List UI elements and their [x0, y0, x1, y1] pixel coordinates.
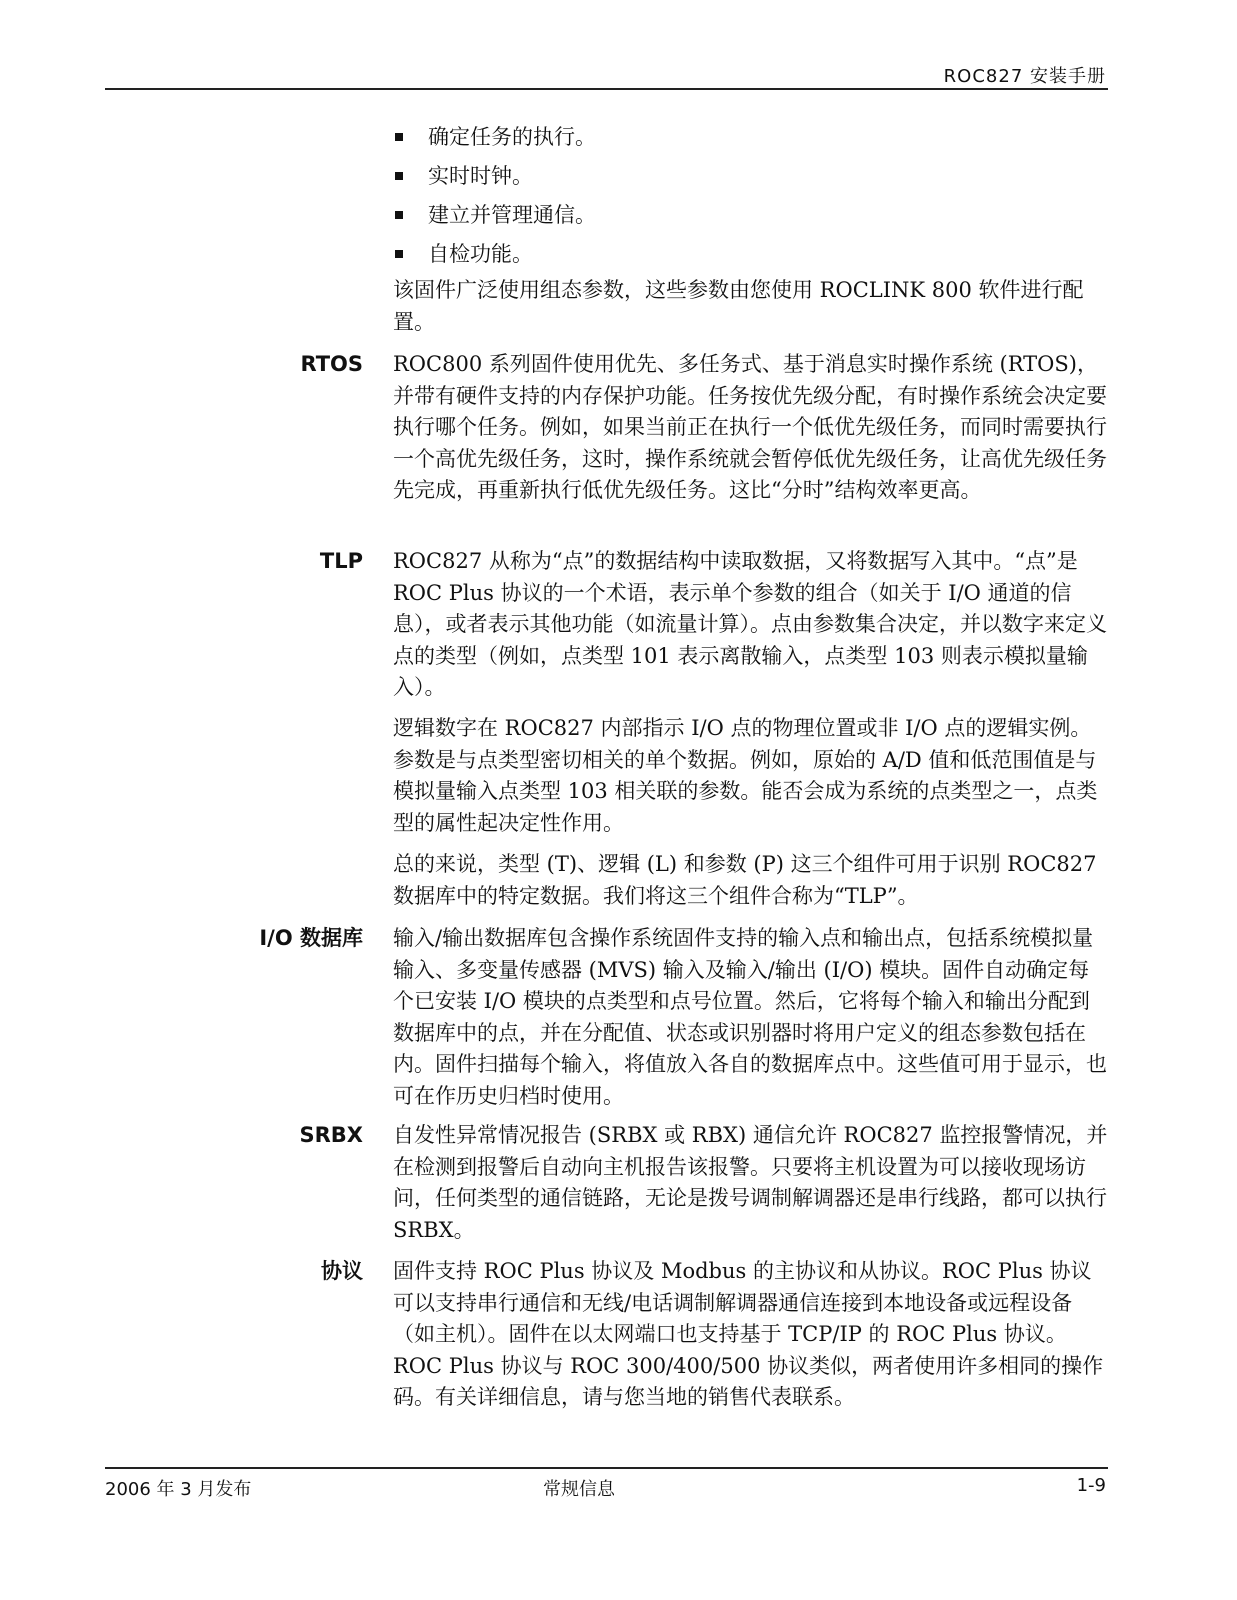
section-label-io-database: I/O 数据库 — [259, 926, 363, 950]
srbx-paragraph: 自发性异常情况报告 (SRBX 或 RBX) 通信允许 ROC827 监控报警情况，并在检测到报警后自动向主机报告该报警。只要将主机设置为可以接收现场访问，任何类型的通信链路，无论是拨号调制解调器还是串行线路，都可以执行 SRBX。 — [393, 1123, 1108, 1242]
list-item — [395, 118, 1105, 157]
bullet-text: 自检功能。 — [428, 242, 533, 266]
page-number: 1-9 — [1076, 1475, 1106, 1496]
footer-date: 2006 年 3 月发布 — [105, 1479, 252, 1500]
footer-section: 常规信息 — [543, 1479, 615, 1500]
square-bullet-icon — [395, 250, 403, 258]
list-item — [395, 196, 1105, 235]
list-item — [395, 235, 1105, 274]
section-label-srbx: SRBX — [299, 1123, 363, 1147]
bullet-list — [395, 118, 1105, 274]
bullet-text: 实时时钟。 — [428, 164, 533, 188]
tlp-paragraph-1: ROC827 从称为“点”的数据结构中读取数据，又将数据写入其中。“点”是 ROC Plus 协议的一个术语，表示单个参数的组合（如关于 I/O 通道的信息），或者表示其他功能（如流量计算）。点由参数集合决定，并以数字来定义点的类型（例如，点类型 101 表示离散输入，点类型 103 则表示模拟量输入）。 — [393, 549, 1107, 699]
rtos-paragraph: ROC800 系列固件使用优先、多任务式、基于消息实时操作系统 (RTOS)，并带有硬件支持的内存保护功能。任务按优先级分配，有时操作系统会决定要执行哪个任务。例如，如果当前正在执行一个低优先级任务，而同时需要执行一个高优先级任务，这时，操作系统就会暂停低优先级任务，让高优先级任务先完成，再重新执行低优先级任务。这比“分时”结构效率更高。 — [393, 352, 1107, 502]
intro-paragraph: 该固件广泛使用组态参数，这些参数由您使用 ROCLINK 800 软件进行配置。 — [393, 278, 1084, 334]
section-label-protocol: 协议 — [321, 1259, 363, 1283]
square-bullet-icon — [395, 211, 403, 219]
section-label-tlp: TLP — [319, 549, 363, 573]
tlp-paragraph-2: 逻辑数字在 ROC827 内部指示 I/O 点的物理位置或非 I/O 点的逻辑实例。参数是与点类型密切相关的单个数据。例如，原始的 A/D 值和低范围值是与模拟量输入点类型 103 相关联的参数。能否会成为系统的点类型之一，点类型的属性起决定性作用。 — [393, 716, 1098, 835]
protocol-paragraph: 固件支持 ROC Plus 协议及 Modbus 的主协议和从协议。ROC Plus 协议可以支持串行通信和无线/电话调制解调器通信连接到本地设备或远程设备（如主机）。固件在以太网端口也支持基于 TCP/IP 的 ROC Plus 协议。ROC Plus 协议与 ROC 300/400/500 协议类似，两者使用许多相同的操作码。有关详细信息，请与您当地的销售代表联系。 — [393, 1259, 1104, 1409]
page-footer — [105, 1467, 1108, 1499]
page-header — [105, 58, 1108, 90]
bullet-text: 确定任务的执行。 — [428, 125, 596, 149]
square-bullet-icon — [395, 133, 403, 141]
list-item — [395, 157, 1105, 196]
section-label-rtos: RTOS — [300, 352, 363, 376]
io-database-paragraph: 输入/输出数据库包含操作系统固件支持的输入点和输出点，包括系统模拟量输入、多变量传感器 (MVS) 输入及输入/输出 (I/O) 模块。固件自动确定每个已安装 I/O 模块的点类型和点号位置。然后，它将每个输入和输出分配到数据库中的点，并在分配值、状态或识别器时将用户定义的组态参数包括在内。固件扫描每个输入，将值放入各自的数据库点中。这些值可用于显示，也可在作历史归档时使用。 — [393, 926, 1107, 1108]
header-title: ROC827 安装手册 — [943, 66, 1106, 87]
square-bullet-icon — [395, 172, 403, 180]
tlp-paragraph-3: 总的来说，类型 (T)、逻辑 (L) 和参数 (P) 这三个组件可用于识别 ROC827 数据库中的特定数据。我们将这三个组件合称为“TLP”。 — [393, 852, 1097, 908]
bullet-text: 建立并管理通信。 — [428, 203, 596, 227]
